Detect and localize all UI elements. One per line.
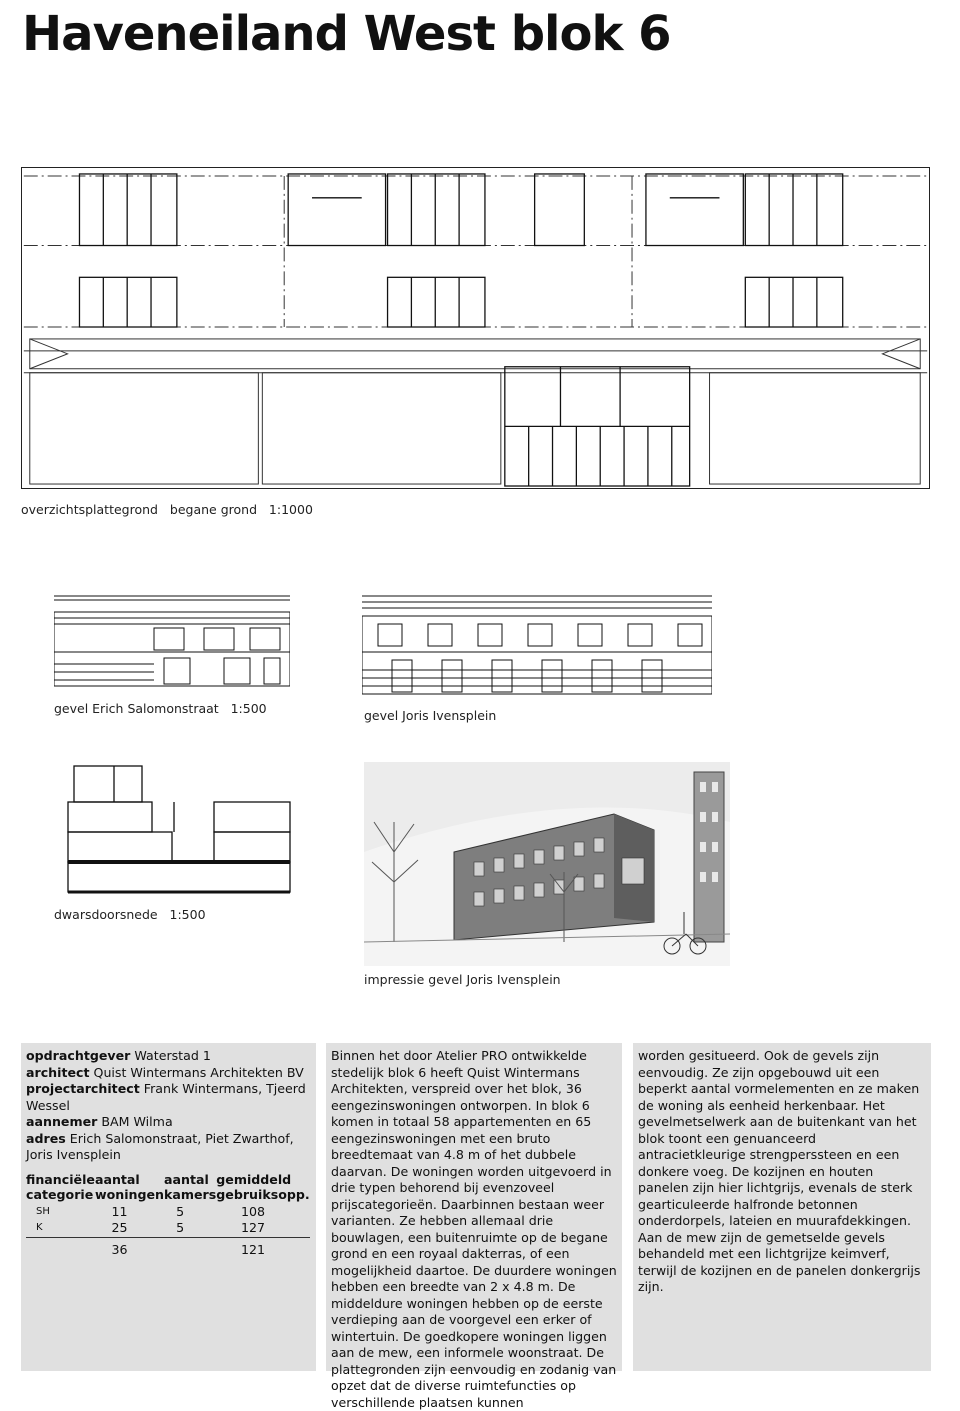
table-row: K 25 5 127 xyxy=(36,1220,265,1235)
elevation-joris-drawing xyxy=(362,592,712,696)
body-text: worden gesitueerd. Ook de gevels zijn eenvoudig. Ze zijn opgebouwd uit een beperkt aantal vormelementen en ze maken de woning als eenheid herkenbaar. Het gevelmetselwerk aan de buitenkant van het blok toont een genuanceerd antracietkleurige strengperssteen en een donkere voeg. De kozijnen en houten panelen zijn hier lichtgrijs, evenals de sterk gearticuleerde halfronde betonnen onderdorpels, lateien en muurafdekkingen. Aan de mew zijn de gemetselde gevels behandeld met een lichtgrijze keimverf, terwijl de kozijnen en de panelen donkergrijs zijn. xyxy=(638,1048,921,1294)
table-header: gemiddeld gebruiksopp. xyxy=(216,1171,310,1202)
spec-architect: architect Quist Wintermans Architekten BV xyxy=(26,1064,304,1080)
caption-gevel-erich: gevel Erich Salomonstraat 1:500 xyxy=(54,701,267,716)
table-row: SH 11 5 108 xyxy=(36,1203,265,1219)
table-header: aantal woningen xyxy=(94,1171,165,1202)
caption-impressie: impressie gevel Joris Ivensplein xyxy=(364,972,561,987)
section-drawing xyxy=(64,762,294,894)
caption-plan: overzichtsplattegrond begane grond 1:1000 xyxy=(21,502,313,517)
spec-projectarchitect: projectarchitect Frank Wintermans, Tjeerd Wessel xyxy=(26,1081,306,1113)
table-header: financiële categorie xyxy=(26,1171,95,1202)
caption-doorsnede: dwarsdoorsnede 1:500 xyxy=(54,907,206,922)
elevation-erich-drawing xyxy=(54,592,290,688)
caption-gevel-joris: gevel Joris Ivensplein xyxy=(364,708,497,723)
housing-category-table xyxy=(26,1172,310,1259)
spec-adres: adres Erich Salomonstraat, Piet Zwarthof, Joris Ivensplein xyxy=(26,1130,294,1162)
table-header: aantal kamers xyxy=(164,1171,217,1202)
text-column-2 xyxy=(326,1043,622,1410)
page-title: Haveneiland West blok 6 xyxy=(22,6,671,62)
impression-sketch xyxy=(364,762,730,966)
spec-aannemer: aannemer BAM Wilma xyxy=(26,1114,173,1129)
body-text: Binnen het door Atelier PRO ontwikkelde stedelijk blok 6 heeft Quist Wintermans Architekten, verspreid over het blok, 36 eengezinswoningen ontworpen. In blok 6 komen in totaal 58 appartementen en 65 eengezinswoningen met een bruto breedtemaat van 4.8 m of het dubbele daarvan. De woningen worden uitgevoerd in drie typen behorend bij evenzoveel prijscategorieën. Daarbinnen bestaan weer varianten. Ze hebben allemaal drie bouwlagen, een buitenruimte op de begane grond en een royaal dakterras, of een mogelijkheid daartoe. De duurdere woningen hebben een breedte van 2 x 4.8 m. De middeldure woningen hebben op de eerste verdieping aan de voorgevel een erker of wintertuin. De goedkopere woningen liggen aan de mew, een informele woonstraat. De plattegronden zijn eenvoudig en zodanig van opzet dat de diverse ruimtefuncties op verschillende plaatsen kunnen xyxy=(331,1048,617,1410)
project-specs-panel xyxy=(21,1043,316,1371)
text-column-3 xyxy=(633,1043,931,1371)
table-total-row: 36 121 xyxy=(26,1237,310,1258)
site-plan-drawing xyxy=(21,167,930,489)
spec-opdrachtgever: opdrachtgever Waterstad 1 xyxy=(26,1048,211,1063)
